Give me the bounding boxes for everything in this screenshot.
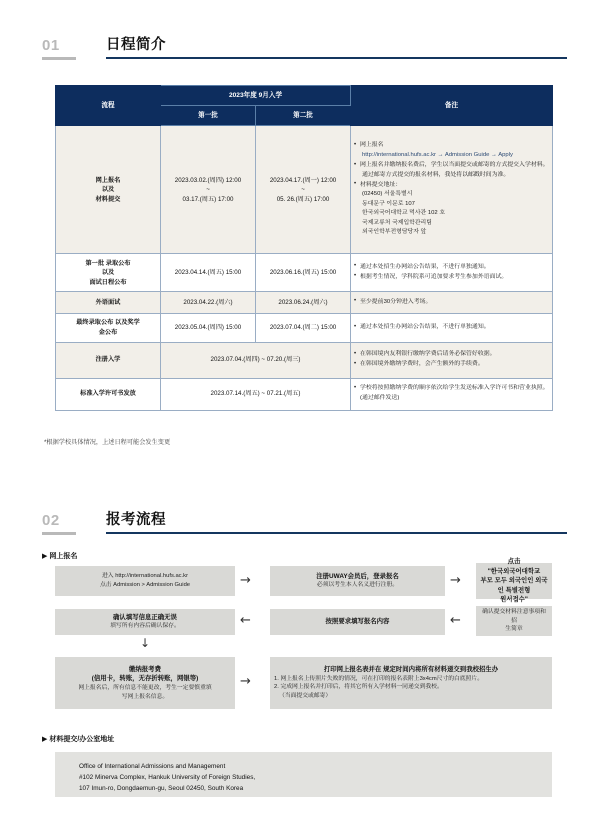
arrow-right-icon-1: →: [240, 573, 251, 588]
flow-box-1: [55, 566, 235, 596]
remark-item: • 网上报名并缴纳报名费后，学生以当面提交或邮寄的方式提交入学材料。 通过邮寄方式提交的报名材料，我处将以邮戳时间为准。: [354, 161, 549, 180]
table-row: [56, 314, 553, 342]
section-title-2: 报考流程: [106, 512, 166, 528]
flow-box-4: [55, 609, 235, 635]
table-row: [56, 292, 553, 314]
cell-remark: [351, 342, 553, 378]
schedule-footnote: *根据学校具体情况，上述日程可能会发生变更: [44, 439, 171, 446]
col-header-remark: 备注: [351, 86, 553, 126]
cell-date-1: 2023.03.02.(周四) 12:00 ~ 03.17.(周五) 17:00: [161, 126, 256, 254]
flow-box-4-line2: 填写所有内容后确认保存。: [110, 623, 180, 630]
flow-box-5: [270, 609, 445, 635]
page-title: 日程简介: [106, 37, 166, 53]
section-number-underline-2: [42, 532, 76, 535]
flow-box-3-line4: 원서접수": [500, 596, 528, 604]
remark-item: • 在韩国境外缴纳学费时，会产生额外的手续费。: [354, 360, 549, 370]
flow-box-8-line2: 1. 网上报名上传照片失败的情况，可在打印的报名表附上3x4cm尺寸的白底照片。: [274, 675, 484, 682]
section-divider: [106, 57, 567, 59]
flow-box-3-line1: 点击: [507, 557, 521, 565]
flow-box-4-line1: 确认填写信息正确无误: [113, 613, 177, 621]
remark-subitem: 通过邮寄方式提交的报名材料，我处将以邮戳时间为准。: [362, 171, 510, 178]
col-header-process: 流程: [56, 86, 161, 126]
address-line-2: #102 Minerva Complex, Hankuk University of Foreign Studies,: [79, 774, 256, 782]
cell-remark: [351, 126, 553, 254]
remark-subitem: (02450) 서울특별시: [362, 191, 413, 198]
flow-box-8-line1: 打印网上报名表并在 规定时间内将所有材料递交到我校招生办: [323, 666, 499, 674]
remark-item: • 材料提交地址： (02450) 서울특별시 동대문구 이문로 107 한국외국어대학교 먹사관 102 호 국제교류처 국제입학관리팀 외국인학부전형담당자 앞: [354, 181, 549, 238]
remark-subitem: 국제교류처 국제입학관리팀: [362, 219, 432, 226]
cell-date-span: 2023.07.04.(周四) ~ 07.20.(周三): [161, 342, 351, 378]
remark-subitem: 외국인학부전형담당자 앞: [362, 229, 427, 236]
cell-process: 第一批 录取公布 以及 面试日程公布: [56, 254, 161, 292]
arrow-right-icon-2: →: [450, 573, 461, 588]
remark-item: • 学校将按照缴纳学费的顺序依次给学生发送标准入学许可书和营业执照。(通过邮件发送): [354, 384, 549, 403]
flow-box-3-line3: 부모 모두 외국인인 외국인 특별전형: [480, 577, 548, 594]
flow-box-1-line2: 点击 Admission > Admission Guide: [99, 582, 191, 588]
flow-box-2-line2: 必须以考生本人名义进行注册。: [316, 582, 399, 589]
flow-box-8-line3: 2. 完成网上报名并打印后，将其它所有入学材料一同递交到我校。: [274, 684, 443, 691]
cell-process: 注册入学: [56, 342, 161, 378]
cell-process: 外语面试: [56, 292, 161, 314]
flow-box-7-line2: (信用卡，转账，无存折转账，网银等): [91, 675, 199, 683]
remark-item: • 至少提前30分钟进入考场。: [354, 298, 549, 308]
arrow-left-icon-2: ←: [450, 613, 461, 628]
cell-date-2: 2023.07.04.(周二) 15:00: [256, 314, 351, 342]
flow-box-7: [55, 657, 235, 709]
table-row: [56, 254, 553, 292]
table-header-row-1: [56, 86, 553, 106]
cell-date-2: 2023.06.16.(周五) 15:00: [256, 254, 351, 292]
table-row: [56, 342, 553, 378]
remark-item: • 在韩国境内友利银行缴纳学费后请务必保管好收据。: [354, 350, 549, 360]
cell-remark: [351, 314, 553, 342]
section-number: 01: [42, 37, 60, 54]
col-header-batch1: 第一批: [161, 106, 256, 126]
remark-item: • 网上报名 http://international.hufs.ac.kr → Admission Guide → Apply: [354, 141, 549, 160]
section-header-01: [42, 33, 567, 67]
arrow-down-icon: ↓: [140, 636, 151, 650]
arrow-right-icon-3: →: [240, 674, 251, 689]
table-row: [56, 378, 553, 410]
flow-box-3: [476, 557, 552, 604]
cell-date-1: 2023.04.14.(周五) 15:00: [161, 254, 256, 292]
flow-box-6: [476, 606, 552, 636]
schedule-table-body: [56, 126, 553, 410]
cell-date-2: 2023.06.24.(周六): [256, 292, 351, 314]
subheading-office-address: ▶ 材料提交/办公室地址: [42, 736, 115, 743]
table-row: [56, 126, 553, 254]
section-header-02: [42, 508, 567, 542]
section-divider-2: [106, 532, 567, 534]
flow-box-2-line1: 注册UWAY会员后，登录报名: [316, 572, 399, 580]
address-line-1: Office of International Admissions and Management: [79, 763, 226, 770]
flow-box-7-line4: 写网上报名信息。: [121, 693, 169, 700]
flow-box-3-line2: "한국외국어대학교: [487, 567, 541, 575]
cell-date-1: 2023.04.22.(周六): [161, 292, 256, 314]
flow-box-2: [270, 566, 445, 596]
flow-box-1-line1: 进入 http://international.hufs.ac.kr: [101, 573, 189, 580]
remark-item: • 根据考生情况，学科院系可追加要求考生参加外语面试。: [354, 273, 549, 283]
remark-item: • 通过本处招生办网站公告结果，不进行单独通知。: [354, 323, 549, 333]
remark-item: • 通过本处招生办网站公告结果，不进行单独通知。: [354, 263, 549, 273]
address-line-3: 107 Imun-ro, Dongdaemun-gu, Seoul 02450, South Korea: [79, 785, 244, 793]
section-number-underline: [42, 57, 76, 60]
office-address-box: [55, 752, 552, 797]
col-header-batch2: 第二批: [256, 106, 351, 126]
cell-process: 网上报名 以及 材料提交: [56, 126, 161, 254]
flow-box-5-line1: 按照要求填写报名内容: [325, 618, 390, 626]
flow-box-8-line4: （当面提交或邮寄）: [279, 693, 332, 700]
flow-box-8: [270, 657, 552, 709]
cell-remark: [351, 378, 553, 410]
remark-subitem: http://international.hufs.ac.kr → Admission Guide → Apply: [362, 151, 513, 158]
arrow-left-icon-1: ←: [240, 613, 251, 628]
cell-date-2: 2023.04.17.(周一) 12:00 ~ 05. 26.(周五) 17:00: [256, 126, 351, 254]
flow-box-6-line1: 确认提交材料注意事项和招: [482, 608, 546, 624]
schedule-table: [55, 85, 553, 411]
cell-remark: [351, 254, 553, 292]
cell-date-1: 2023.05.04.(周四) 15:00: [161, 314, 256, 342]
cell-process: 标准入学许可书发放: [56, 378, 161, 410]
col-header-group: 2023年度 9月入学: [161, 86, 351, 106]
remark-subitem: 동대문구 이문로 107: [362, 200, 415, 207]
section-number-2: 02: [42, 512, 60, 529]
cell-date-span: 2023.07.14.(周五) ~ 07.21.(周五): [161, 378, 351, 410]
subheading-online-application: ▶ 网上报名: [42, 553, 78, 560]
schedule-table-wrapper: [55, 85, 552, 411]
remark-subitem: 한국외국어대학교 먹사관 102 호: [362, 210, 446, 217]
cell-remark: [351, 292, 553, 314]
flow-box-7-line3: 网上报名后，所有信息不能更改，考生一定要慎重填: [78, 684, 212, 691]
cell-process: 最终录取公布 以及奖学 金公布: [56, 314, 161, 342]
flow-box-6-line2: 生简章: [505, 626, 523, 633]
flow-box-7-line1: 缴纳报考费: [129, 665, 161, 673]
